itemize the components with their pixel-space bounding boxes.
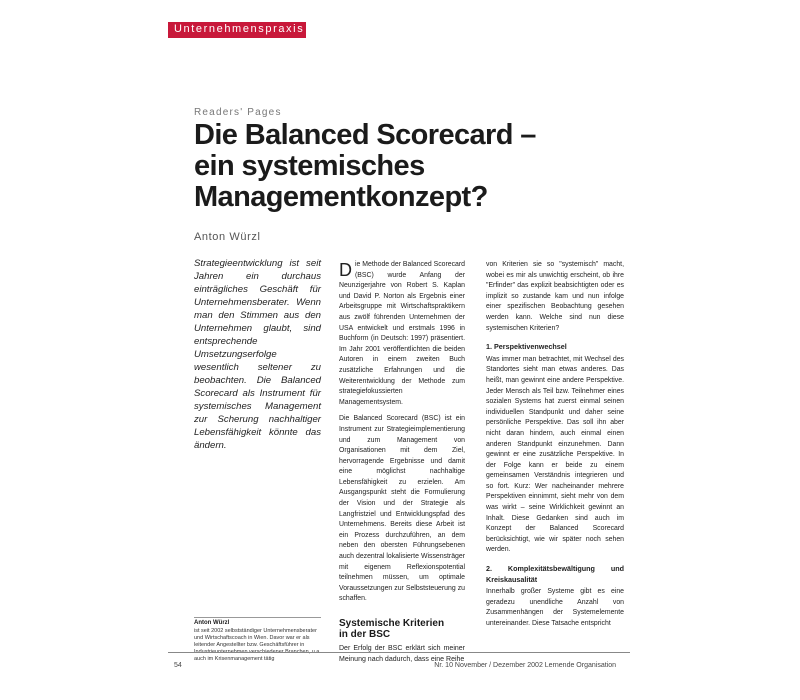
subheading-line-2: in der BSC	[339, 629, 391, 640]
paragraph: von Kriterien sie so "systemisch" macht, wobei es mir als unwichtig erscheint, ob ihre "Erfinder" das explizit beabsichtigten oder es implizit so zustande kam und nun infolge einer spezifischen Beobachtung gesehen werden kann. Welche sind nun diese systemischen Kriterien?	[486, 261, 624, 332]
page-number: 54	[174, 662, 182, 669]
footer-divider	[168, 652, 630, 653]
paragraph: Die Balanced Scorecard (BSC) ist ein Instrument zur Strategieimplementierung und zum Management von Organisationen mit dem Ziel, hervorragende Ergebnisse und damit eine möglichst nachhaltige Lebensfähigkeit zu erzielen. Am Ausgangspunkt steht die Formulierung der Vision und der Strategie als Langfristziel und Entwicklungspfad des Unternehmens. Bereits diese Arbeit ist ein Prozess durchzuführen, an dem neben den obersten Führungsebenen auch dezentral lokalisierte Wissensträger mit eigenem Reflexionspotential teilnehmen müssen, um optimale Voraussetzungen zur Selbststeuerung zu schaffen.	[339, 415, 465, 603]
publication-info: Nr. 10 November / Dezember 2002 Lernende Organisation	[434, 662, 616, 669]
title-line-3: Managementkonzept?	[194, 181, 488, 213]
paragraph	[339, 260, 465, 408]
text-column-2	[339, 260, 465, 605]
text-column-3	[486, 260, 624, 630]
bio-name: Anton Würzl	[194, 620, 230, 626]
heading-perspektivenwechsel: 1. Perspektivenwechsel	[486, 342, 567, 352]
paragraph: Was immer man betrachtet, mit Wechsel des Standortes sieht man etwas anderes. Das heißt, man gewinnt eine andere Perspektive. Jeder Mensch als Teil bzw. Teilnehmer eines sozialen Systems hat zuerst einmal seinen individuellen Standpunkt und daher seine persönliche Perspektive. Das soll ihn aber nicht daran hindern, auch einmal einen anderen Standpunkt einzunehmen. Dann gewinnt er eine zusätzliche Perspektive. In der Folge kann er beide zu einem gemeinsamen Verständnis integrieren und so fort. Kurz: Wer nacheinander mehrere Perspektiven einnimmt, sieht mehr von dem was wirkt – seine Wirklichkeit gewinnt an Inhalt. Diese Gedanken sind auch im Konzept der Balanced Scorecard berücksichtigt, wie wir später noch sehen werden.	[486, 355, 624, 554]
section-label: Unternehmenspraxis	[174, 23, 305, 35]
section-header-bar	[168, 22, 306, 38]
abstract: Strategieentwicklung ist seit Jahren ein durchaus einträgliches Geschäft für Unternehmensberater. Wenn man den Stimmen aus den Unternehmen glaubt, sind entsprechende Umsetzungserfolge wesentlich seltener zu beobachten. Die Balanced Scorecard als Instrument für systemisches Management zur Scherung nachhaltiger Lebensfähigkeit könnte das ändern.	[194, 258, 321, 451]
article-title	[194, 120, 624, 213]
paragraph: Innerhalb großer Systeme gibt es eine geradezu unendliche Anzahl von Zusammenhängen der Systemelemente untereinander. Diese Tatsache entspricht	[486, 588, 624, 627]
title-line-1: Die Balanced Scorecard –	[194, 119, 536, 151]
bio-text: ist seit 2002 selbstständiger Unternehmensberater und Wirtschaftscoach in Wien. Davor war er als leitender Angestellter bzw. Geschäftsführer in auch im Krisenmanagement tätig	[194, 628, 317, 662]
heading-komplexitaet: 2. Komplexitätsbewältigung und Kreiskausalität	[486, 564, 624, 584]
paragraph-text: ie Methode der Balanced Scorecard (BSC) wurde Anfang der Neunzigerjahre von Robert S. Kaplan und David P. Norton als Ergebnis einer Arbeitsgruppe mit Wirtschaftspraktikern aus zwölf führenden Unternehmen der USA entwickelt und erstmals 1996 in Buchform (in Deutsch: 1997) präsentiert. Im Jahr 2001 veröffentlichten die beiden Autoren in einem zweiten Buch zusätzliche Erfahrungen und die Weiterentwicklung der Methode zum strategiefokussierten Managementsystem.	[339, 261, 465, 406]
subheading-line-1: Systemische Kriterien	[339, 618, 445, 629]
author-byline: Anton Würzl	[194, 231, 261, 243]
magazine-page	[168, 17, 630, 677]
subheading-systemische-kriterien	[339, 618, 444, 640]
drop-cap: D	[339, 260, 352, 280]
title-line-2: ein systemisches	[194, 150, 425, 182]
kicker: Readers' Pages	[194, 107, 282, 118]
bio-divider	[194, 617, 321, 618]
paragraph: Der Erfolg der BSC erklärt sich meiner Meinung nach dadurch, dass eine Reihe	[339, 645, 465, 663]
